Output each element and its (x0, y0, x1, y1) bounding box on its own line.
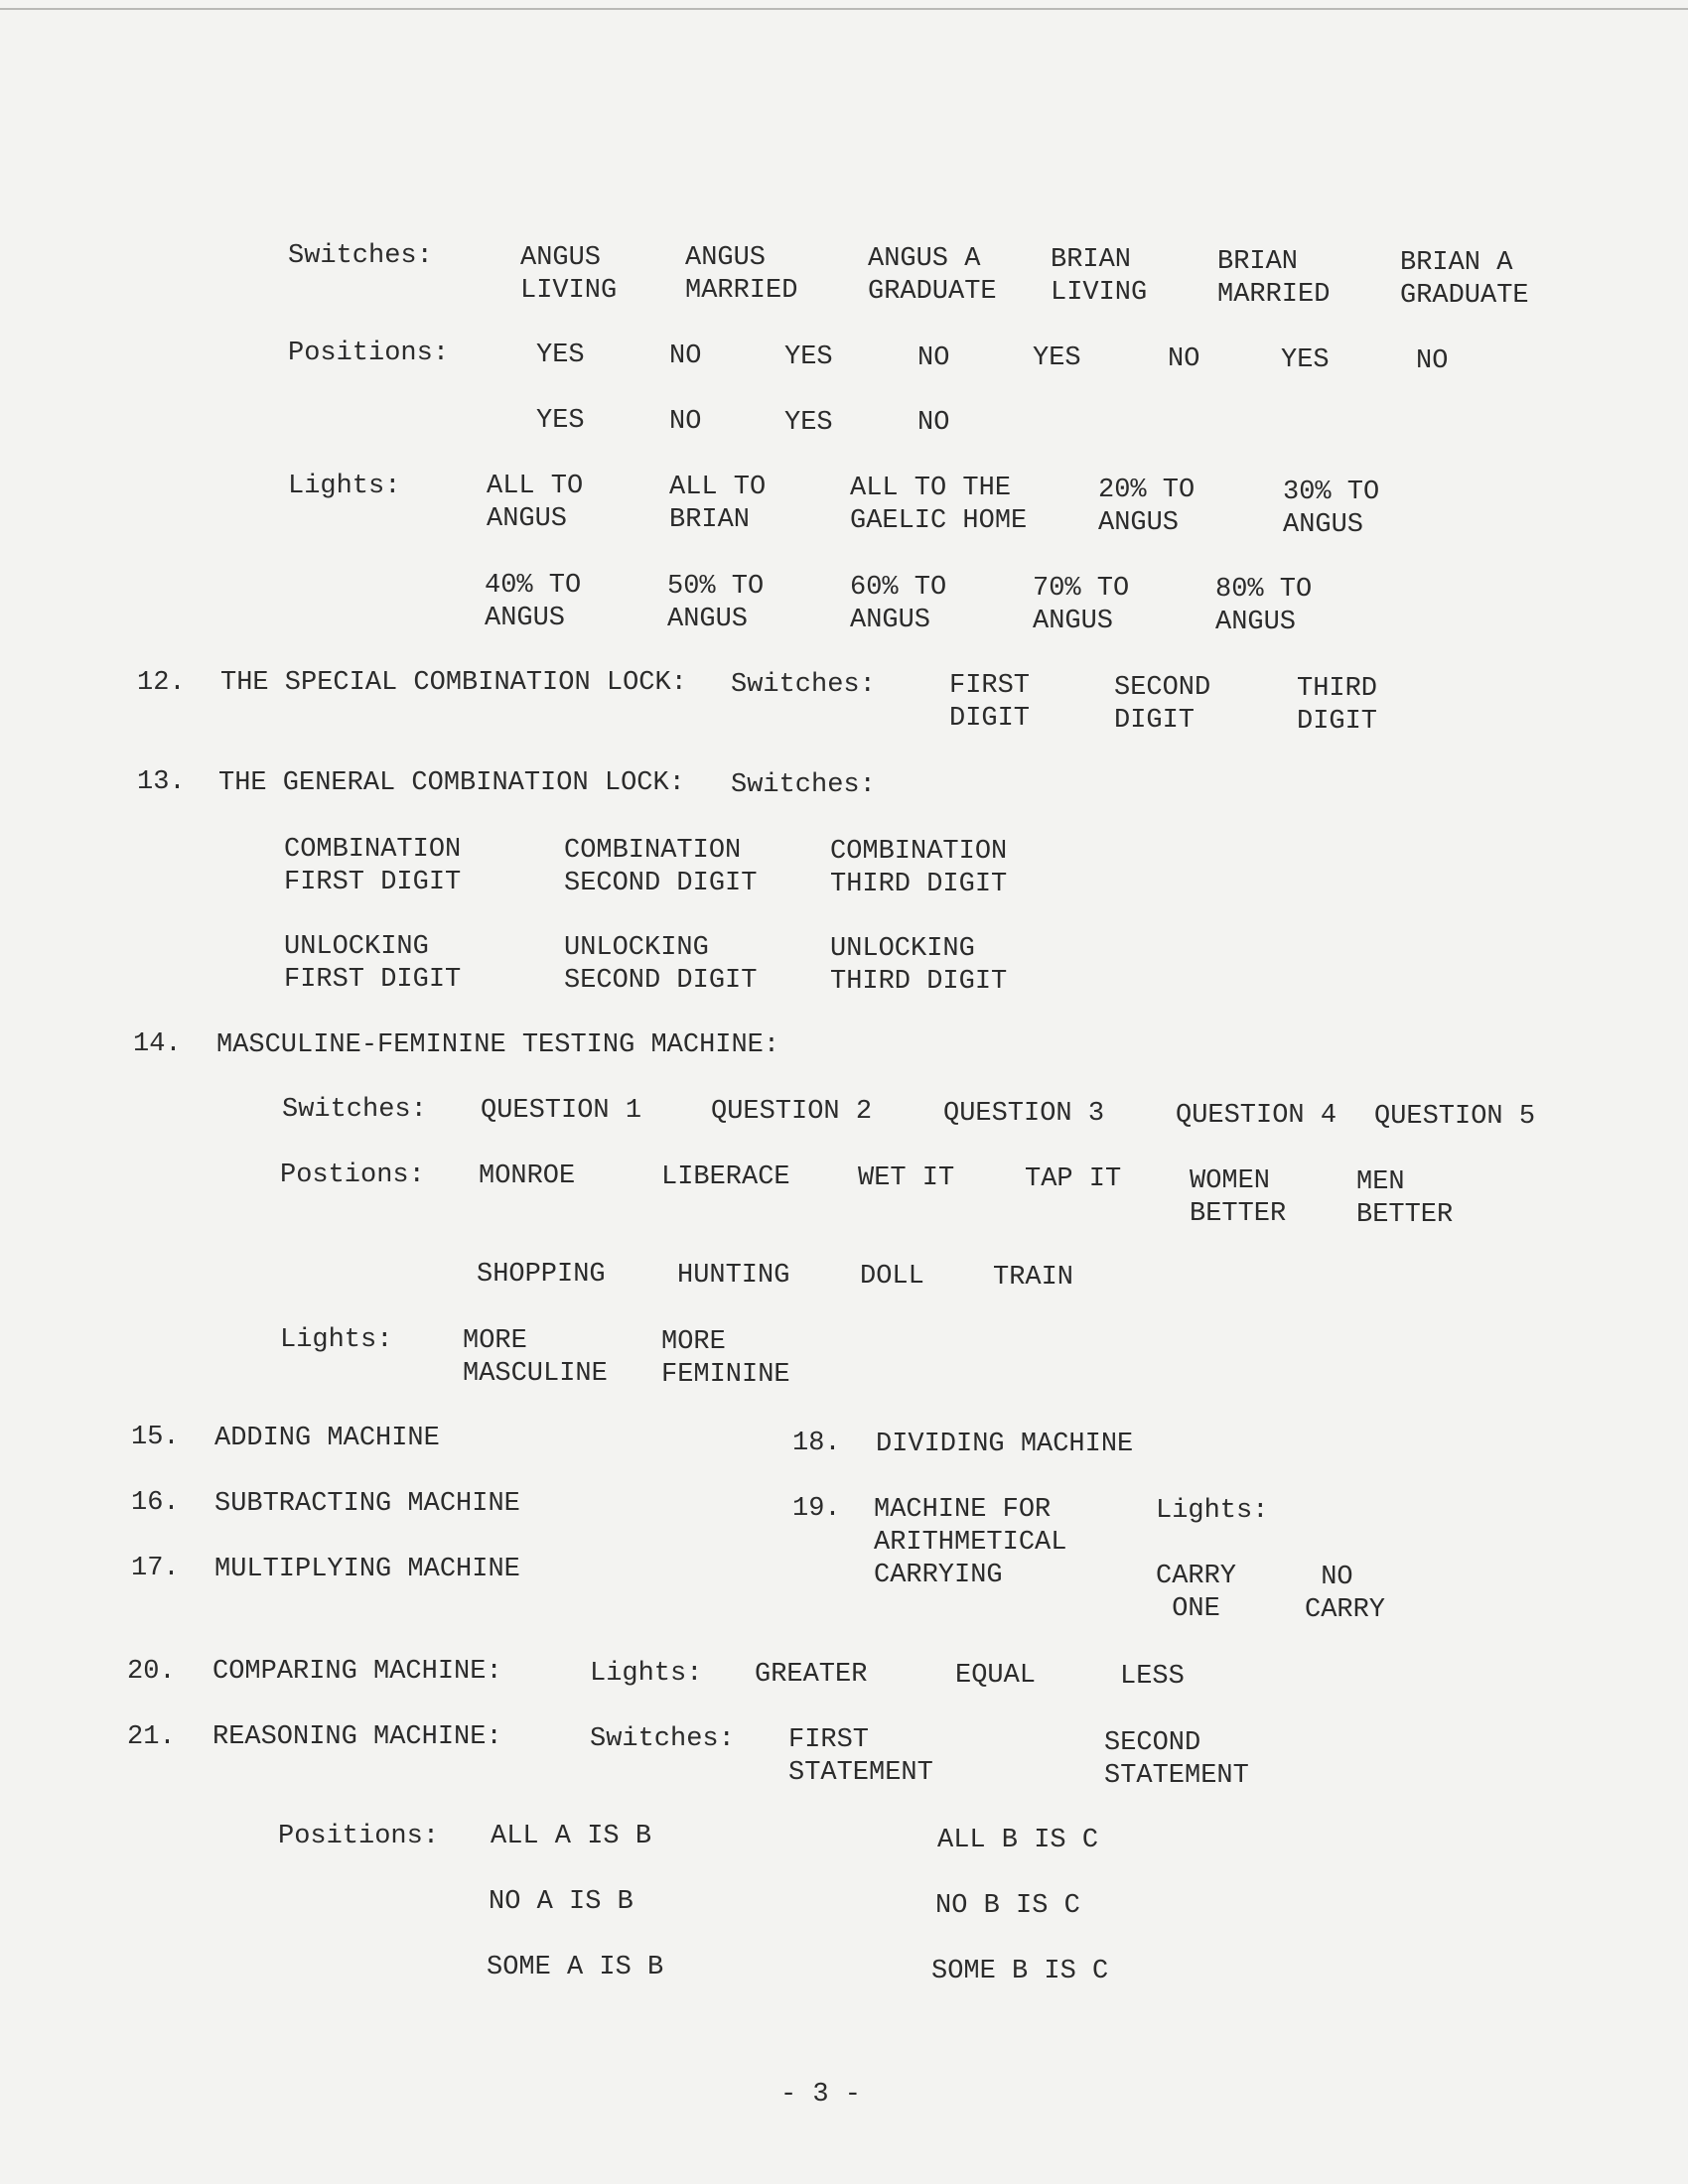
item-title-multiplying: MULTIPLYING MACHINE (214, 1555, 520, 1584)
item-number-13: 13. (137, 767, 186, 797)
position-first-statement: NO A IS B (489, 1887, 633, 1917)
position-value: TRAIN (993, 1263, 1074, 1293)
item-number-12: 12. (137, 668, 186, 698)
item-title-special-lock: THE SPECIAL COMBINATION LOCK: (220, 668, 687, 698)
light-value: ALL TO THE GAELIC HOME (850, 474, 1028, 536)
light-value: 60% TO ANGUS (850, 573, 947, 635)
item-title-dividing: DIVIDING MACHINE (876, 1430, 1134, 1459)
position-value: HUNTING (677, 1261, 790, 1291)
switch-question-1: QUESTION 1 (481, 1096, 642, 1126)
page-number: - 3 - (780, 2080, 862, 2110)
position-value: YES (784, 408, 833, 438)
light-value: 50% TO ANGUS (667, 572, 765, 634)
switch-question-2: QUESTION 2 (711, 1097, 873, 1127)
switch-unlocking-second: UNLOCKING SECOND DIGIT (564, 933, 758, 996)
position-value: MONROE (479, 1161, 576, 1191)
light-value: 40% TO ANGUS (485, 571, 582, 633)
position-value: DOLL (860, 1262, 924, 1292)
position-value: NO (669, 407, 702, 437)
item-title-adding: ADDING MACHINE (214, 1424, 440, 1453)
switch-unlocking-third: UNLOCKING THIRD DIGIT (830, 934, 1008, 997)
switch-angus-married: ANGUS MARRIED (685, 243, 798, 306)
switches-label: Switches: (288, 241, 433, 271)
position-value: NO (1416, 346, 1449, 376)
lights-label: Lights: (1156, 1496, 1269, 1526)
switch-brian-graduate: BRIAN A GRADUATE (1400, 248, 1529, 311)
item-number-17: 17. (131, 1554, 180, 1583)
positions-label: Positions: (288, 339, 450, 368)
position-value: MEN BETTER (1356, 1167, 1454, 1230)
light-value: ALL TO ANGUS (487, 472, 584, 534)
light-greater: GREATER (755, 1660, 868, 1690)
light-carry-one: CARRY ONE (1156, 1562, 1237, 1624)
light-value: 20% TO ANGUS (1098, 476, 1196, 538)
light-value: 30% TO ANGUS (1283, 478, 1380, 540)
light-value: 70% TO ANGUS (1033, 574, 1130, 636)
position-value: NO (1168, 344, 1200, 374)
switch-combination-first: COMBINATION FIRST DIGIT (284, 835, 462, 897)
item-title-comparing: COMPARING MACHINE: (212, 1657, 502, 1687)
switch-unlocking-first: UNLOCKING FIRST DIGIT (284, 932, 462, 995)
item-title-carrying: MACHINE FOR ARITHMETICAL CARRYING (874, 1495, 1067, 1590)
light-more-masculine: MORE MASCULINE (463, 1326, 608, 1389)
item-title-reasoning: REASONING MACHINE: (212, 1722, 502, 1752)
switch-question-3: QUESTION 3 (943, 1099, 1105, 1129)
position-value: YES (1033, 343, 1081, 373)
position-value: YES (536, 341, 585, 370)
position-second-statement: ALL B IS C (937, 1826, 1099, 1855)
item-title-masculine-feminine: MASCULINE-FEMININE TESTING MACHINE: (216, 1030, 780, 1060)
switch-second-digit: SECOND DIGIT (1114, 673, 1211, 736)
position-value: NO (669, 341, 702, 371)
position-value: NO (917, 343, 950, 373)
position-value: NO (917, 408, 950, 438)
light-equal: EQUAL (955, 1661, 1037, 1691)
scan-edge-line (0, 8, 1688, 10)
item-number-15: 15. (131, 1423, 180, 1452)
item-number-14: 14. (133, 1029, 182, 1059)
switch-brian-living: BRIAN LIVING (1051, 245, 1148, 308)
position-value: WET IT (858, 1163, 955, 1193)
light-value: 80% TO ANGUS (1215, 575, 1313, 637)
position-value: YES (1281, 345, 1330, 375)
position-second-statement: SOME B IS C (931, 1957, 1109, 1986)
lights-label: Lights: (288, 472, 401, 501)
item-number-21: 21. (127, 1722, 176, 1752)
lights-label: Lights: (590, 1659, 703, 1689)
position-second-statement: NO B IS C (935, 1891, 1080, 1921)
item-number-18: 18. (792, 1429, 841, 1458)
switch-question-5: QUESTION 5 (1374, 1102, 1536, 1132)
position-value: TAP IT (1025, 1164, 1122, 1194)
light-no-carry: NO CARRY (1305, 1563, 1386, 1625)
position-value: YES (784, 342, 833, 372)
light-more-feminine: MORE FEMININE (661, 1327, 790, 1390)
position-value: SHOPPING (477, 1260, 606, 1290)
light-less: LESS (1120, 1662, 1185, 1692)
switches-label: Switches: (731, 670, 876, 700)
switch-brian-married: BRIAN MARRIED (1217, 247, 1331, 310)
switch-third-digit: THIRD DIGIT (1297, 674, 1378, 737)
positions-label: Positions: (278, 1822, 440, 1851)
position-value: YES (536, 406, 585, 436)
switch-combination-second: COMBINATION SECOND DIGIT (564, 836, 758, 898)
switches-label: Switches: (731, 770, 876, 800)
switch-angus-living: ANGUS LIVING (520, 243, 618, 306)
lights-label: Lights: (280, 1325, 393, 1355)
switches-label: Switches: (282, 1095, 427, 1125)
switch-combination-third: COMBINATION THIRD DIGIT (830, 837, 1008, 899)
position-first-statement: SOME A IS B (487, 1953, 664, 1982)
position-value: LIBERACE (661, 1162, 790, 1192)
switch-question-4: QUESTION 4 (1176, 1101, 1337, 1131)
switch-first-statement: FIRST STATEMENT (788, 1725, 933, 1788)
item-number-19: 19. (792, 1494, 841, 1524)
position-value: WOMEN BETTER (1190, 1166, 1287, 1229)
light-value: ALL TO BRIAN (669, 473, 767, 535)
switch-angus-graduate: ANGUS A GRADUATE (868, 244, 997, 307)
item-title-subtracting: SUBTRACTING MACHINE (214, 1489, 520, 1519)
switches-label: Switches: (590, 1724, 735, 1754)
switch-second-statement: SECOND STATEMENT (1104, 1728, 1249, 1791)
item-number-16: 16. (131, 1488, 180, 1518)
position-first-statement: ALL A IS B (491, 1822, 652, 1851)
item-title-general-lock: THE GENERAL COMBINATION LOCK: (218, 768, 685, 798)
switch-first-digit: FIRST DIGIT (949, 671, 1031, 734)
positions-label: Postions: (280, 1160, 425, 1190)
item-number-20: 20. (127, 1657, 176, 1687)
